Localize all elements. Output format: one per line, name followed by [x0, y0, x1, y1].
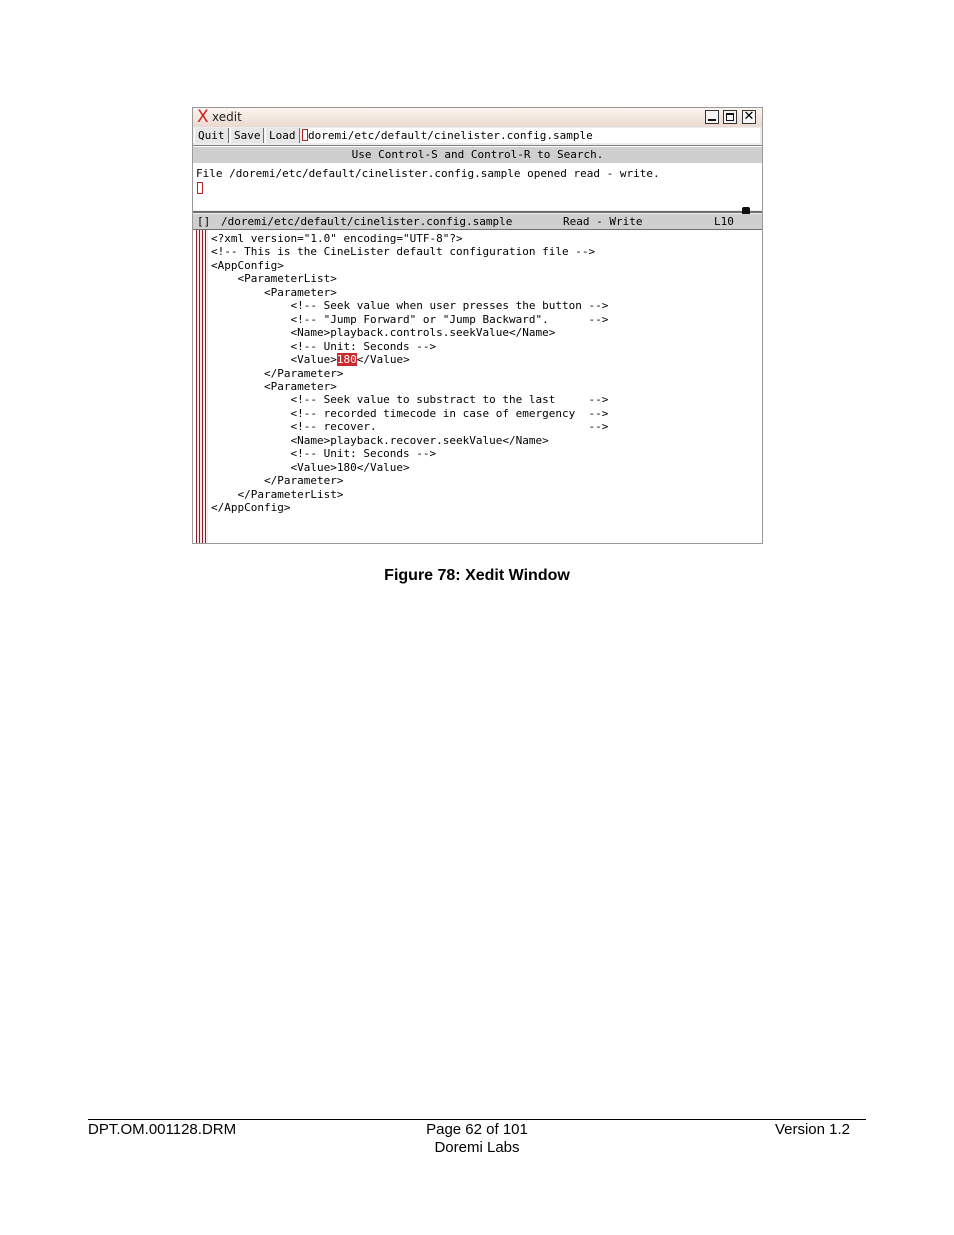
modeline-line-number: L10: [714, 215, 734, 228]
selected-value[interactable]: 180: [336, 353, 357, 367]
code-line: </AppConfig>: [211, 501, 291, 515]
x-logo-icon: X: [197, 107, 209, 127]
figure-caption: Figure 78: Xedit Window: [384, 567, 570, 584]
code-line: <!-- recorded timecode in case of emergency -->: [211, 406, 609, 420]
search-hint: Use Control-S and Control-R to Search.: [193, 146, 762, 164]
code-line: <!-- Seek value when user presses the button -->: [211, 299, 609, 313]
code-line: </Parameter>: [211, 474, 344, 488]
value-open-tag: <Value>: [211, 353, 337, 367]
footer-version: Version 1.2: [774, 1121, 850, 1138]
footer-company: Doremi Labs: [434, 1139, 520, 1156]
footer-divider: [88, 1119, 866, 1120]
footer-doc-id: DPT.OM.001128.DRM: [88, 1121, 237, 1138]
modeline-filename: /doremi/etc/default/cinelister.config.sample: [221, 215, 513, 228]
filename-input[interactable]: [302, 128, 760, 143]
code-line: <?xml version="1.0" encoding="UTF-8"?>: [211, 232, 463, 245]
code-line: <Value>180</Value>: [211, 460, 410, 474]
code-line: <!-- This is the CineLister default configuration file -->: [211, 245, 596, 259]
filename-value: doremi/etc/default/cinelister.config.sample: [308, 129, 593, 142]
window-title: xedit: [212, 110, 242, 124]
quit-button[interactable]: Quit: [194, 128, 229, 143]
scrollbar[interactable]: [196, 230, 208, 544]
code-line: <!-- Unit: Seconds -->: [211, 447, 437, 461]
modeline-access-mode: Read - Write: [563, 215, 643, 228]
pane-divider: [193, 211, 762, 213]
code-line: </Parameter>: [211, 366, 344, 380]
code-line: <!-- Seek value to substract to the last -->: [211, 393, 609, 407]
command-bar: [193, 127, 762, 146]
code-line: <Name>playback.controls.seekValue</Name>: [211, 326, 556, 340]
horizontal-ruler: [211, 542, 762, 544]
message-cursor: [197, 182, 203, 194]
code-line-current: [211, 353, 608, 366]
file-content[interactable]: [211, 232, 608, 515]
code-line: <Parameter>: [211, 379, 337, 393]
code-line: <ParameterList>: [211, 272, 337, 286]
maximize-icon[interactable]: [723, 110, 737, 124]
footer-center: [377, 1121, 577, 1157]
code-line: <!-- recover. -->: [211, 420, 609, 434]
footer-page-number: Page 62 of 101: [426, 1121, 528, 1138]
code-line: <!-- "Jump Forward" or "Jump Backward". -->: [211, 312, 609, 326]
load-button[interactable]: Load: [265, 128, 300, 143]
save-button[interactable]: Save: [230, 128, 264, 143]
status-message: File /doremi/etc/default/cinelister.config.sample opened read - write.: [196, 167, 660, 180]
window-titlebar[interactable]: [193, 108, 762, 128]
horizontal-scroll-thumb[interactable]: [585, 543, 657, 544]
mode-line: [193, 214, 762, 230]
code-line: <AppConfig>: [211, 258, 284, 272]
code-line: <!-- Unit: Seconds -->: [211, 339, 437, 353]
value-close-tag: </Value>: [356, 353, 410, 367]
text-editor[interactable]: [193, 230, 762, 544]
minimize-icon[interactable]: [705, 110, 719, 124]
code-line: </ParameterList>: [211, 487, 344, 501]
close-icon[interactable]: ✕: [743, 109, 755, 124]
code-line: <Name>playback.recover.seekValue</Name>: [211, 433, 549, 447]
xedit-screenshot: [192, 107, 763, 544]
code-line: <Parameter>: [211, 285, 337, 299]
modified-flag: []: [197, 215, 211, 228]
message-pane[interactable]: [193, 163, 762, 210]
